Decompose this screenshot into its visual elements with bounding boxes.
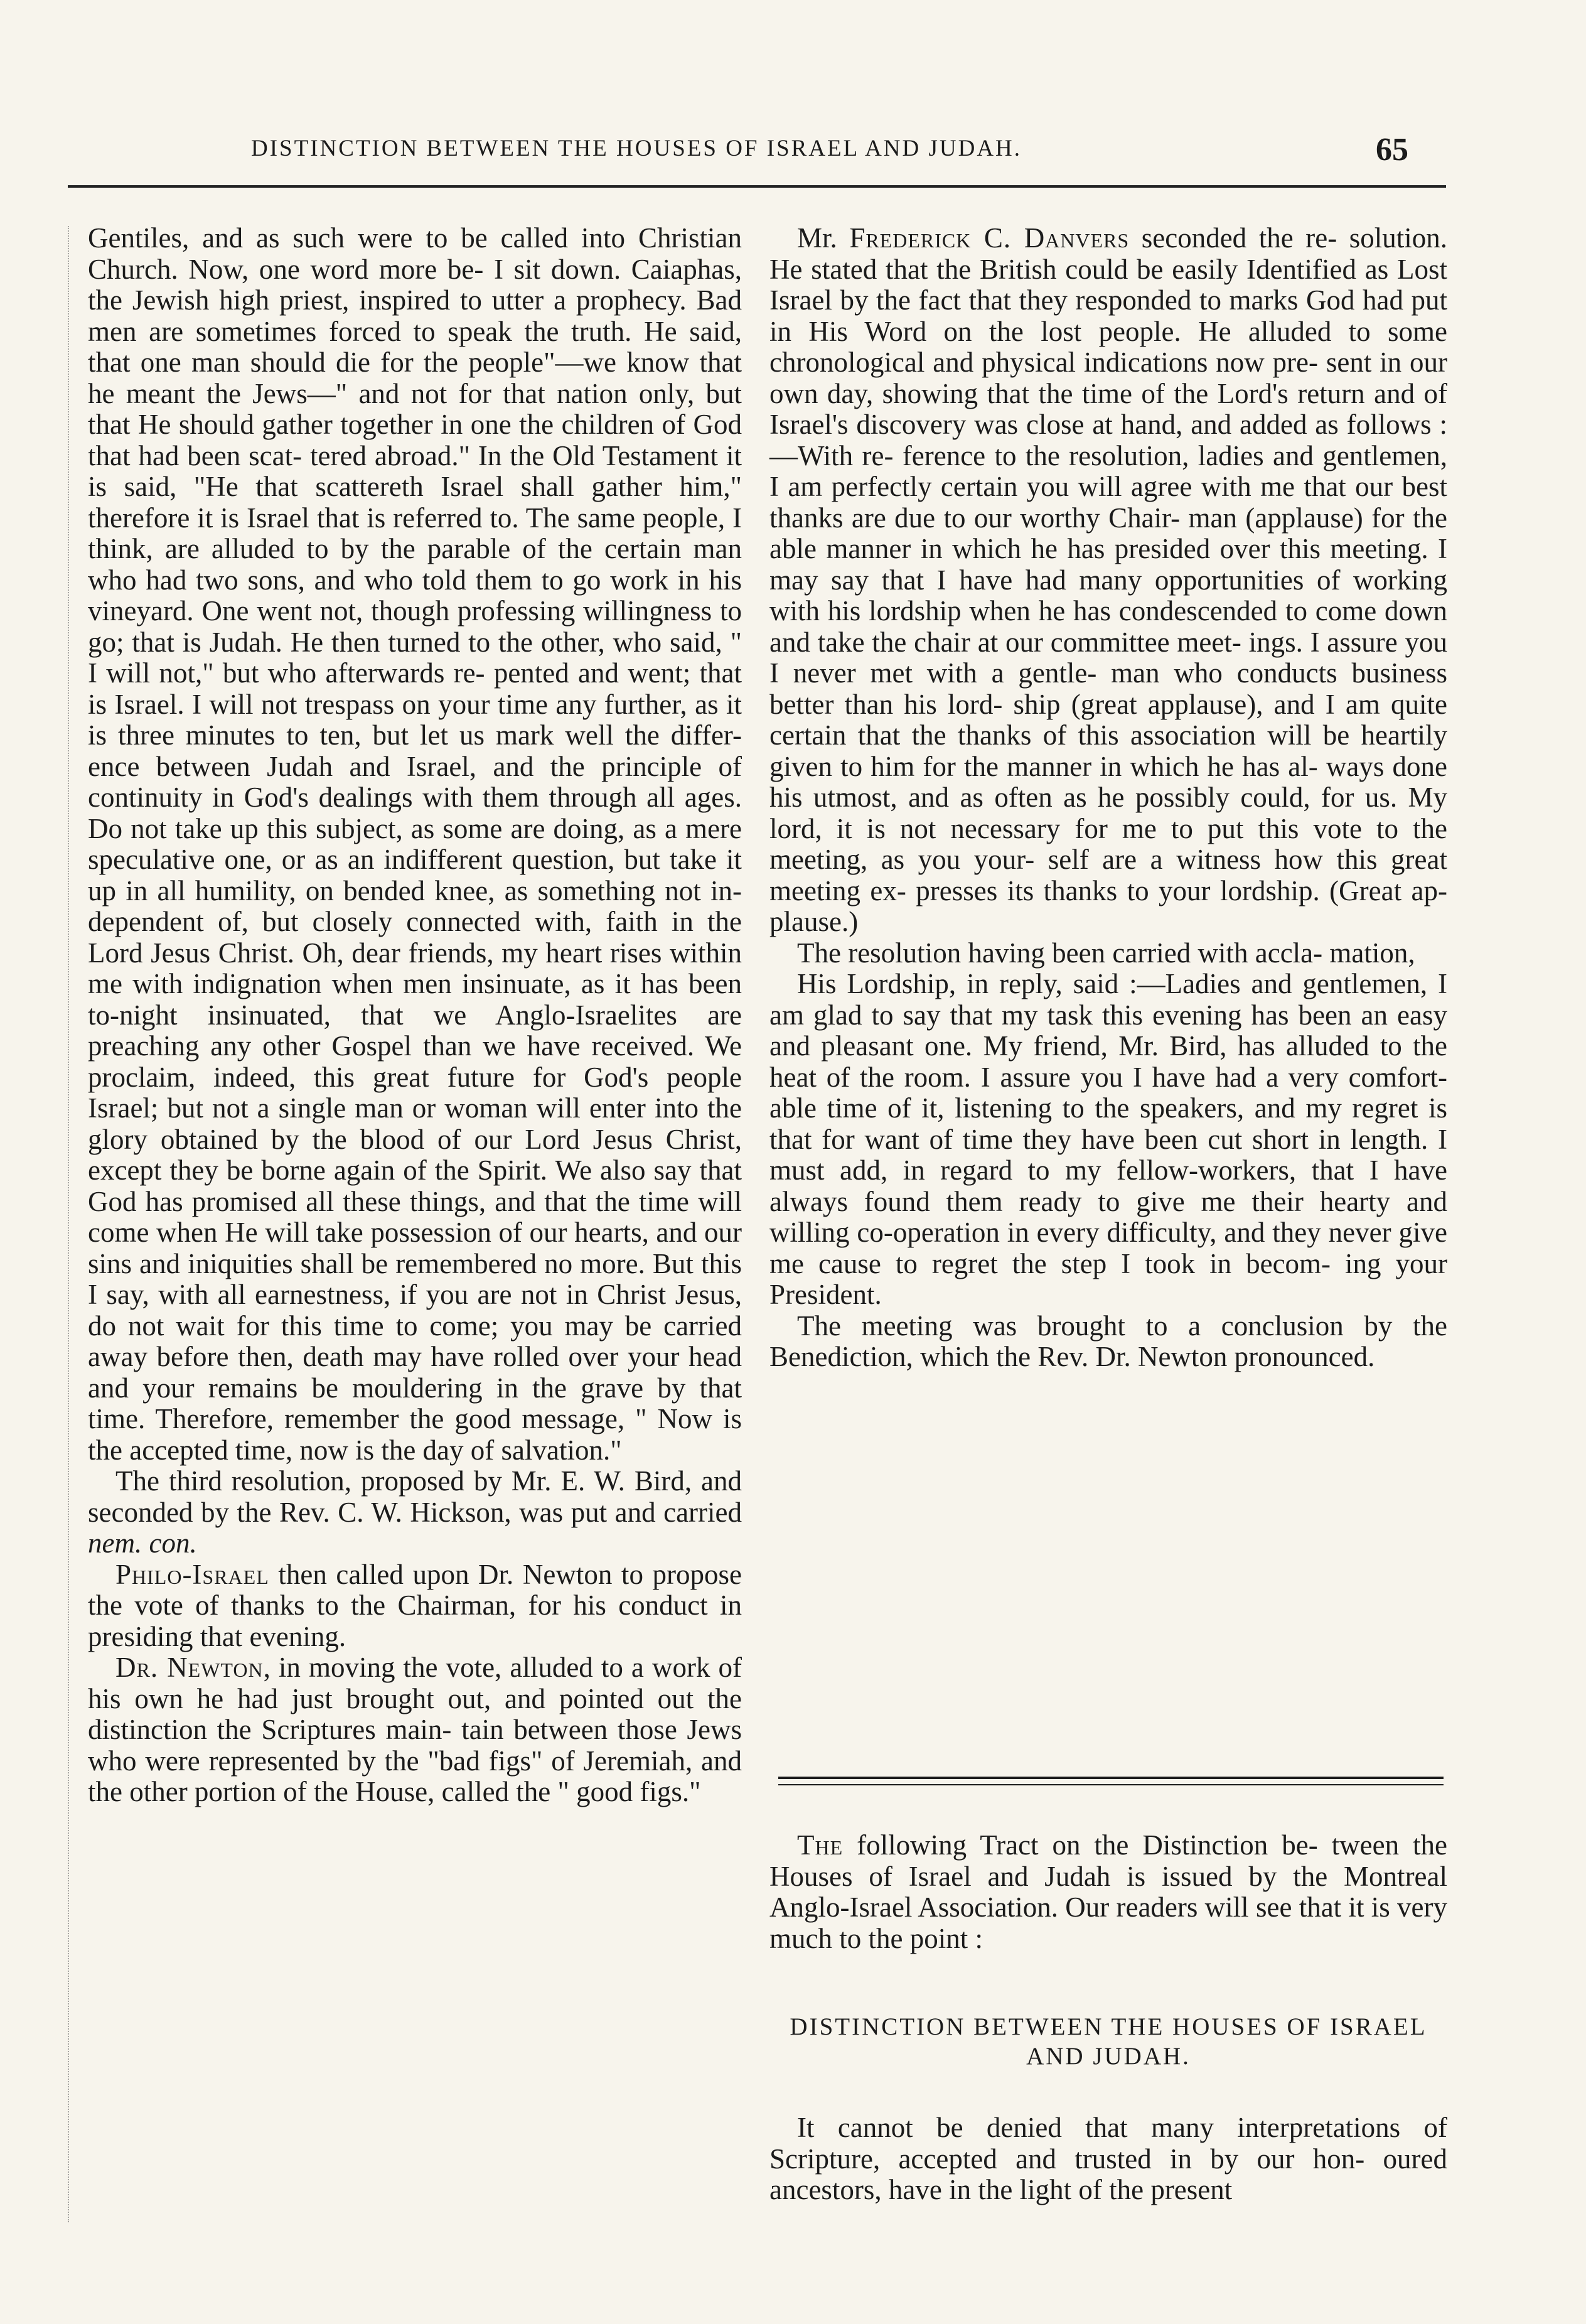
tract-body <box>769 2112 1447 2206</box>
tract-intro <box>769 1830 1447 1954</box>
tract-intro-text: following Tract on the Distinction be- tween the Houses of Israel and Judah is issued by the Montreal Anglo-Israel Association. Our readers will see that it is very much to the point : <box>769 1829 1447 1954</box>
resolution-text: The third resolution, proposed by Mr. E. W. Bird, and seconded by the Rev. C. W. Hickson, was put and carried <box>88 1465 742 1528</box>
page-number: 65 <box>1376 132 1408 168</box>
right-paragraph-3: His Lordship, in reply, said :—Ladies and gentlemen, I am glad to say that my task this evening has been an easy and pleasant one. My friend, Mr. Bird, has alluded to the heat of the room. I assure you I have had a very comfort- able time of it, listening to the speakers, and my regret is that for want of time they have been cut short in length. I must add, in regard to my fellow-workers, that I have always found them ready to give me their hearty and willing co-operation in every difficulty, and they never give me cause to regret the step I took in becom- ing your President. <box>769 968 1447 1310</box>
tract-body-paragraph: It cannot be denied that many interpretations of Scripture, accepted and trusted in by our hon- oured ancestors, have in the light of the present <box>769 2112 1447 2205</box>
left-paragraph-1: Gentiles, and as such were to be called into Christian Church. Now, one word more be- I sit down. Caiaphas, the Jewish high priest, inspired to utter a prophecy. Bad men are sometimes forced to speak the truth. He said, that one man should die for the people"—we know that he meant the Jews—" and not for that nation only, but that He should gather together in one the children of God that had been scat- tered abroad." In the Old Testament it is said, "He that scattereth Israel shall gather him," therefore it is Israel that is referred to. The same people, I think, are alluded to by the parable of the certain man who had two sons, and who told them to go work in his vineyard. One went not, though professing willingness to go; that is Judah. He then turned to the other, who said, " I will not," but who afterwards re- pented and went; that is Israel. I will not trespass on your time any further, as it is three minutes to ten, but let us mark well the differ- ence between Judah and Israel, and the principle of continuity in God's dealings with them through all ages. Do not take up this subject, as some are doing, as a mere speculative one, or as an indifferent question, but take it up in all humility, on bended knee, as something not in- dependent of, but closely connected with, faith in the Lord Jesus Christ. Oh, dear friends, my heart rises within me with indignation when men insinuate, as it has been to-night insinuated, that we Anglo-Israelites are preaching any other Gospel than we have received. We proclaim, indeed, this great future for God's people Israel; but not a single man or woman will enter into the glory obtained by the blood of our Lord Jesus Christ, except they be borne again of the Spirit. We also say that God has promised all these things, and that the time will come when He will take possession of our hearts, and our sins and iniquities shall be remembered no more. But this I say, with all earnestness, if you are not in Christ Jesus, do not wait for this time to come; you may be carried away before then, death may have rolled over your head and your remains be mouldering in the grave by that time. Therefore, remember the good message, " Now is the accepted time, now is the day of salvation." <box>88 222 742 1466</box>
honorific: Mr. <box>797 222 850 254</box>
section-rule-thick <box>778 1777 1444 1779</box>
left-paragraph-2 <box>88 1466 742 1559</box>
speaker-name: Frederick C. Danvers <box>849 222 1130 254</box>
tract-heading <box>769 2012 1447 2071</box>
tract-intro-paragraph <box>769 1830 1447 1954</box>
left-column <box>88 223 742 1808</box>
left-paragraph-3 <box>88 1559 742 1653</box>
tract-heading-line-2: AND JUDAH. <box>1026 2043 1191 2070</box>
right-paragraph-1 <box>769 223 1447 938</box>
header-rule <box>68 185 1446 188</box>
nem-con-italic: nem. con. <box>88 1527 197 1559</box>
running-title: DISTINCTION BETWEEN THE HOUSES OF ISRAEL AND JUDAH. <box>251 136 1022 161</box>
section-rule-thin <box>778 1784 1444 1785</box>
tract-intro-lead: The <box>797 1829 844 1861</box>
running-head <box>0 132 1586 173</box>
speaker-name: Philo-Israel <box>115 1558 269 1590</box>
right-paragraph-4: The meeting was brought to a conclusion by the Benediction, which the Rev. Dr. Newton pronounced. <box>769 1310 1447 1372</box>
right-paragraph-2: The resolution having been carried with accla- mation, <box>797 937 1415 969</box>
tract-heading-line-1: DISTINCTION BETWEEN THE HOUSES OF ISRAEL <box>790 2013 1427 2040</box>
left-paragraph-4 <box>88 1652 742 1808</box>
right-column <box>769 223 1447 1373</box>
paragraph-text: seconded the re- solution. He stated that the British could be easily Identified as Lost Israel by the fact that they responded to marks God had put in His Word on the lost people. He alluded to some chronological and physical indications now pre- sent in our own day, showing that the time of the Lord's return and of Israel's discovery was close at hand, and added as follows :—With re- ference to the resolution, ladies and gentlemen, I am perfectly certain you will agree with me that our best thanks are due to our worthy Chair- man (applause) for the able manner in which he has presided over this meeting. I may say that I have had many opportunities of working with his lordship when he has condescended to come down and take the chair at our committee meet- ings. I assure you I never met with a gentle- man who conducts business better than his lord- ship (great applause), and I am quite certain that the thanks of this association will be heartily given to him for the manner in which he has al- ways done his utmost, and as often as he possibly could, for us. My lord, it is not necessary for me to put this vote to the meeting, as you your- self are a witness how this great meeting ex- presses its thanks to your lordship. (Great ap- plause.) <box>769 222 1447 937</box>
speaker-name: Dr. Newton <box>115 1652 264 1683</box>
paragraph-text: then called upon Dr. Newton to propose the vote of thanks to the Chairman, for his conduct in presiding that evening. <box>88 1558 742 1652</box>
paragraph-text: , in moving the vote, alluded to a work of his own he had just brought out, and pointed out the distinction the Scriptures main- tain between those Jews who were represented by the "bad figs" of Jeremiah, and the other portion of the House, called the " good figs." <box>88 1652 742 1807</box>
